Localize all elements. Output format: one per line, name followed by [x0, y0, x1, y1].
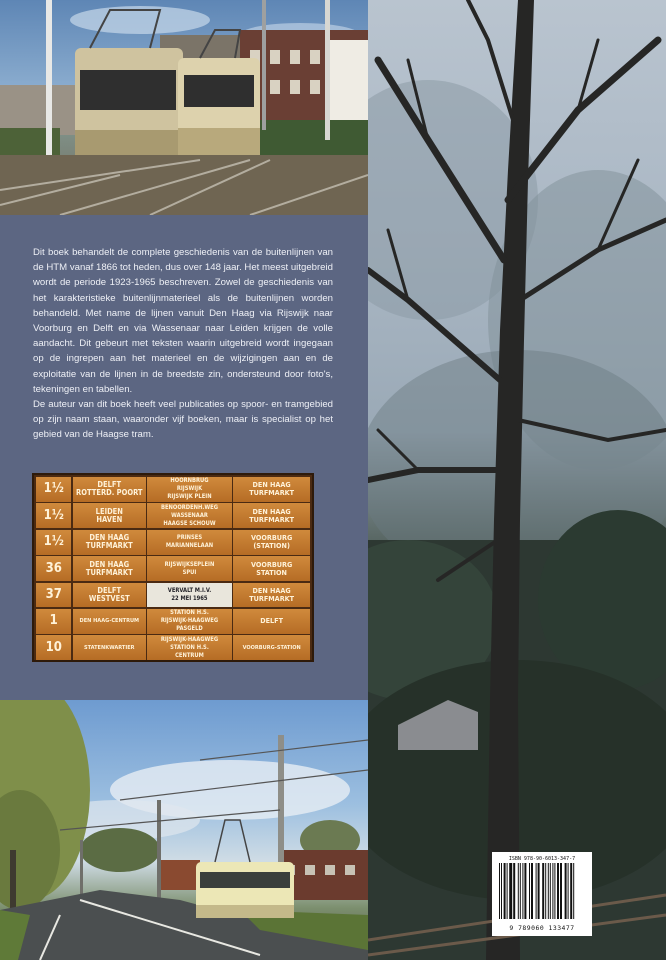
sign-line-number: 1 — [36, 609, 71, 634]
sign-row — [36, 609, 310, 634]
sign-via: PRINSES MARIANNELAAN — [147, 530, 232, 555]
sign-destination: VOORBURG-STATION — [233, 635, 310, 660]
tram-destination-sign-board — [32, 473, 314, 662]
sign-via: HOORNBRUG RIJSWIJK RIJSWIJK PLEIN — [147, 477, 232, 502]
sign-line-number: 1½ — [36, 503, 71, 528]
tree-photo — [368, 0, 666, 960]
sign-origin: STATENKWARTIER — [73, 635, 146, 660]
sign-origin: LEIDEN HAVEN — [73, 503, 146, 528]
sign-origin: DEN HAAG TURFMARKT — [73, 556, 146, 581]
sign-line-number: 10 — [36, 635, 71, 660]
sign-via: RIJSWIJKSEPLEIN SPUI — [147, 556, 232, 581]
sign-via: BENOORDENH.WEG WASSENAAR HAAGSE SCHOUW — [147, 503, 232, 528]
sign-line-number: 1½ — [36, 477, 71, 502]
sign-origin: DEN HAAG-CENTRUM — [73, 609, 146, 634]
sign-via: STATION H.S. RIJSWIJK-HAAGWEG PASGELD — [147, 609, 232, 634]
sign-row — [36, 530, 310, 555]
historic-tram-photo — [0, 0, 368, 215]
modern-tram-photo — [0, 700, 368, 960]
isbn-label: ISBN 978-90-6013-347-7 — [508, 856, 576, 862]
sign-line-number: 1½ — [36, 530, 71, 555]
sign-line-number: 37 — [36, 583, 71, 608]
sign-line-number: 36 — [36, 556, 71, 581]
sign-destination: DEN HAAG TURFMARKT — [233, 583, 310, 608]
barcode-bars — [497, 863, 587, 919]
book-description — [33, 245, 333, 443]
sign-destination: VOORBURG (STATION) — [233, 530, 310, 555]
sign-origin: DEN HAAG TURFMARKT — [73, 530, 146, 555]
sign-origin: DELFT ROTTERD. POORT — [73, 477, 146, 502]
modern-tram-illustration — [0, 700, 368, 960]
description-paragraph: Dit boek behandelt de complete geschiedenis van de buitenlijnen van de HTM vanaf 1866 tot heden, dus over 148 jaar. Het meest uitgebreid wordt de periode 1923-1965 beschreven. Zowel de geschiedenis van het karakteristieke buitenlijnmaterieel als de buitenlijnen worden behandeld. Met name de lijnen vanuit Den Haag via Rijswijk naar Voorburg en Delft en via Wassenaar naar Leiden krijgen de volle aandacht. Dit gebeurt met teksten waarin uitgebreid wordt ingegaan op de ingrepen aan het materieel en de wijzigingen aan en de exploitatie van de lijnen in de breedste zin, ondersteund door foto's, tekeningen en tabellen. — [33, 247, 333, 395]
sign-destination: DEN HAAG TURFMARKT — [233, 503, 310, 528]
sign-via: VERVALT M.I.V. 22 MEI 1965 — [147, 583, 232, 608]
isbn-barcode — [492, 852, 592, 936]
sign-origin: DELFT WESTVEST — [73, 583, 146, 608]
sign-row — [36, 635, 310, 660]
sign-destination: VOORBURG STATION — [233, 556, 310, 581]
historic-tram-illustration — [0, 0, 368, 215]
isbn-digits: 9 789060 133477 — [509, 924, 575, 932]
sign-row — [36, 556, 310, 581]
sign-via: RIJSWIJK-HAAGWEG STATION H.S. CENTRUM — [147, 635, 232, 660]
sign-row — [36, 477, 310, 502]
sign-row — [36, 503, 310, 528]
sign-row — [36, 583, 310, 608]
sign-destination: DELFT — [233, 609, 310, 634]
sign-destination: DEN HAAG TURFMARKT — [233, 477, 310, 502]
tree-illustration — [368, 0, 666, 960]
author-paragraph: De auteur van dit boek heeft veel publicaties op spoor- en tramgebied op zijn naam staan, waaronder vijf boeken, maar is specialist op het gebied van de Haagse tram. — [33, 399, 333, 441]
